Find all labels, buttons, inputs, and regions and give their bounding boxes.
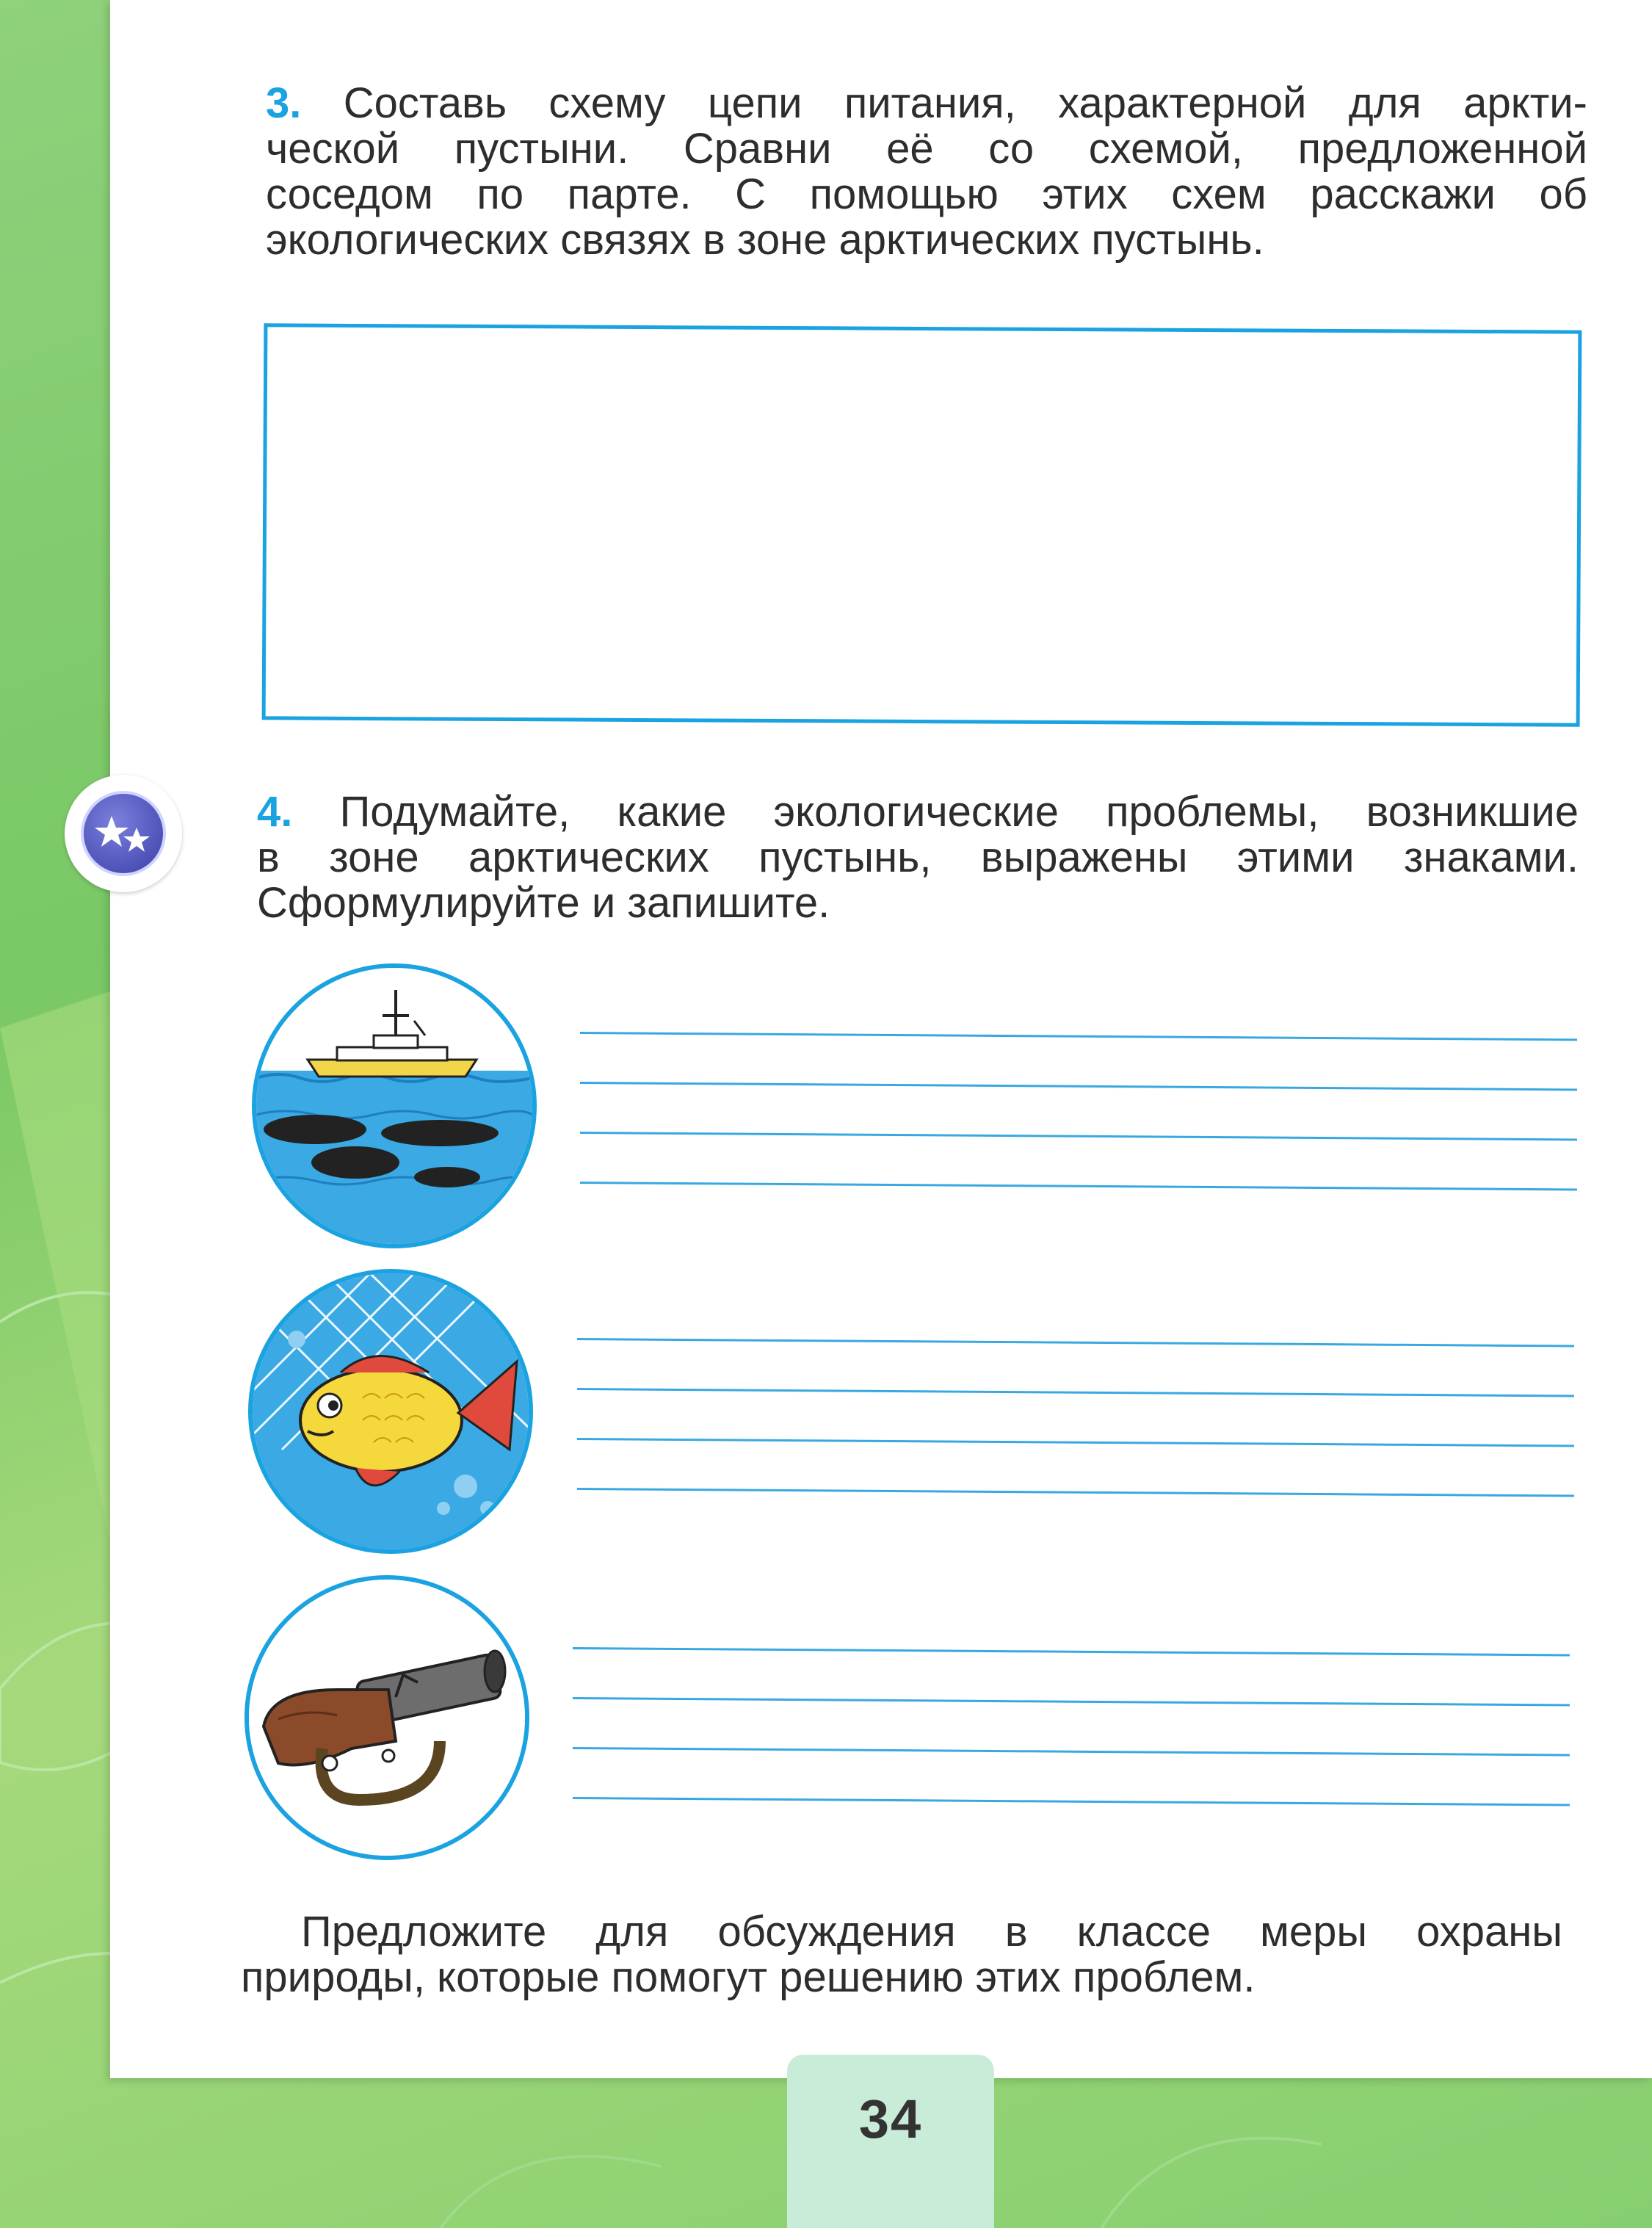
task-4-line-3: Сформулируйте и запишите. bbox=[257, 879, 830, 927]
closing-paragraph bbox=[241, 1909, 1562, 2000]
task-3-line-1: Составь схему цепи питания, характерной для аркти- bbox=[343, 79, 1587, 127]
task-3-line-2: ческой пустыни. Сравни её со схемой, предложенной bbox=[266, 125, 1587, 173]
task-4-line-1: Подумайте, какие экологические проблемы, возникшие bbox=[339, 788, 1579, 836]
task-4-line-2: в зоне арктических пустынь, выражены этими знаками. bbox=[257, 833, 1579, 881]
task-3-line-4: экологических связях в зоне арктических пустынь. bbox=[266, 216, 1264, 264]
fish-in-net-icon bbox=[248, 1269, 533, 1554]
page-number-tab bbox=[787, 2055, 994, 2228]
task-4-text bbox=[257, 789, 1579, 926]
oil-spill-ship-icon bbox=[252, 963, 537, 1248]
closing-line-1: Предложите для обсуждения в классе меры охраны bbox=[301, 1908, 1562, 1956]
task-3-text bbox=[266, 81, 1587, 263]
closing-line-2: природы, которые помогут решению этих проблем. bbox=[241, 1953, 1256, 2001]
task-4-number: 4. bbox=[257, 788, 293, 836]
task-3-line-3: соседом по парте. С помощью этих схем расскажи об bbox=[266, 170, 1587, 218]
page-number: 34 bbox=[858, 2088, 923, 2149]
two-stars-icon bbox=[81, 791, 166, 876]
food-chain-answer-box[interactable] bbox=[262, 323, 1582, 726]
hunting-rifle-icon bbox=[244, 1575, 529, 1860]
stars-badge bbox=[65, 775, 182, 892]
task-3-number: 3. bbox=[266, 79, 302, 127]
